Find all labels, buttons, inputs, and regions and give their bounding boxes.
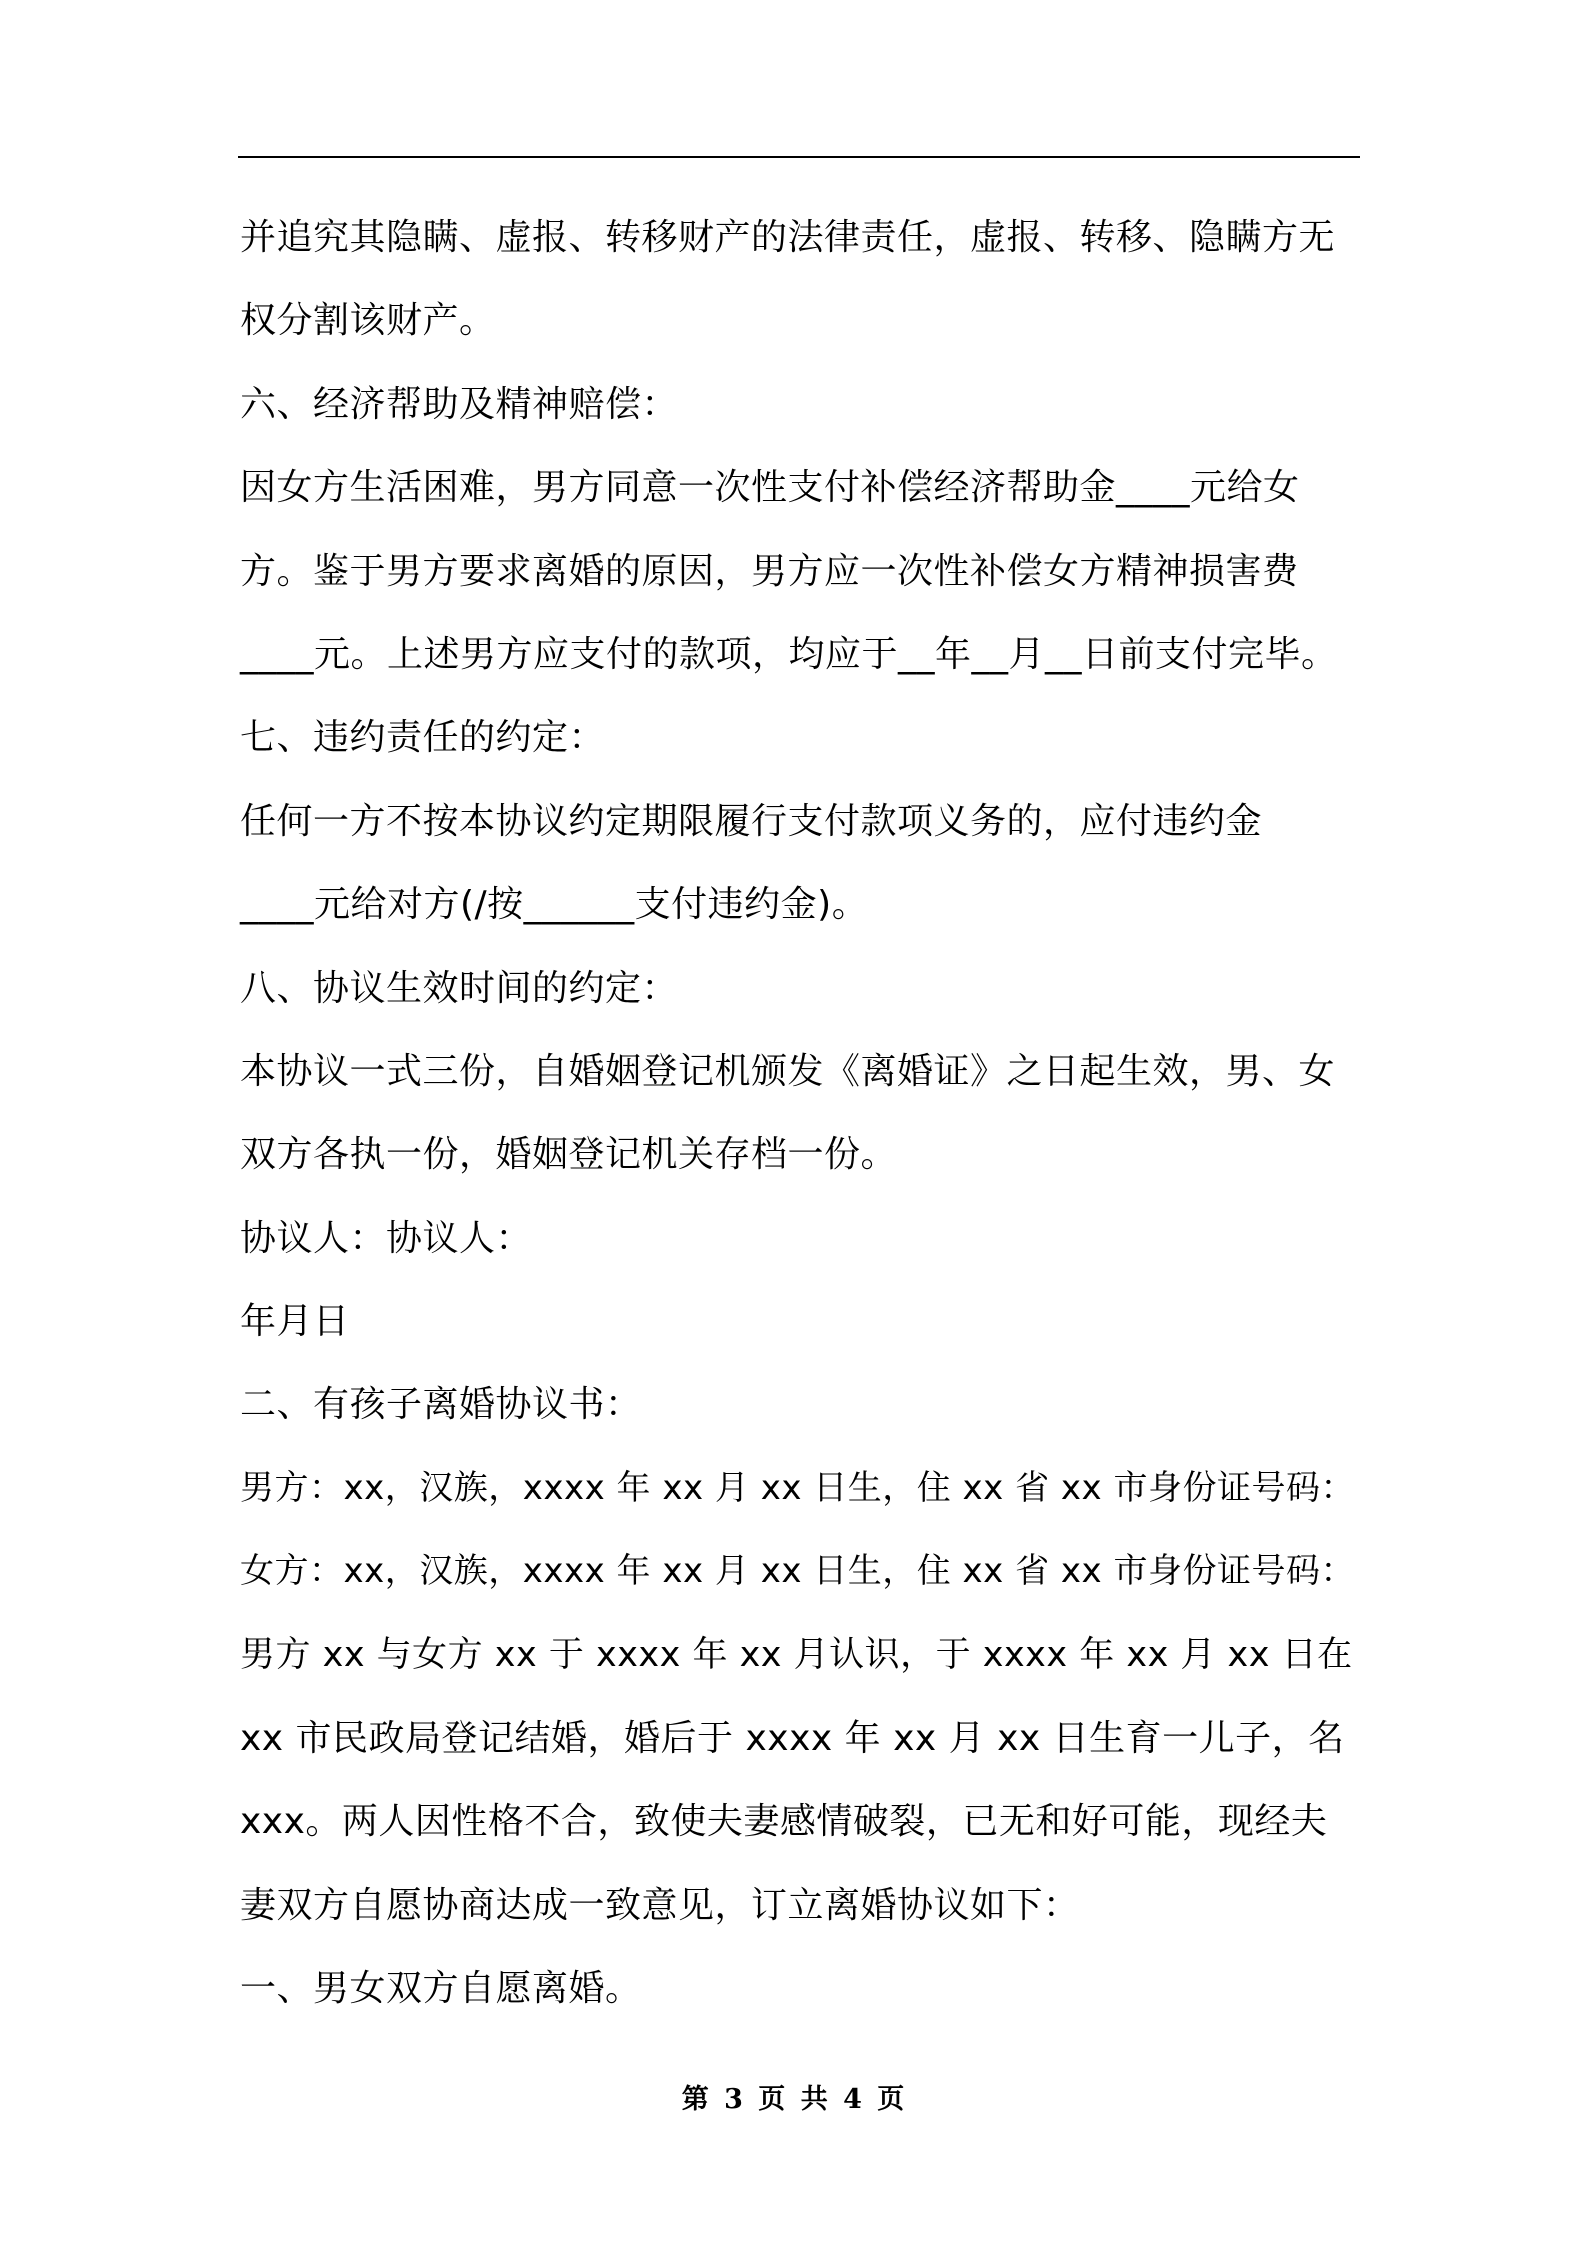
- text-line: 男方：xx，汉族，xxxx 年 xx 月 xx 日生，住 xx 省 xx 市身份证号码：: [240, 1467, 1355, 1508]
- section-heading: 七、违约责任的约定：: [240, 717, 606, 759]
- text-line: 权分割该财产。: [240, 300, 496, 342]
- document-body: [240, 196, 1365, 2031]
- text-line: ____元。上述男方应支付的款项，均应于__年__月__日前支付完毕。: [240, 633, 1338, 675]
- text-line: 一、男女双方自愿离婚。: [240, 1968, 642, 2010]
- text-line: 并追究其隐瞒、虚报、转移财产的法律责任，虚报、转移、隐瞒方无: [240, 217, 1336, 258]
- signature-line: 协议人：协议人：: [240, 1217, 533, 1259]
- text-line: 本协议一式三份，自婚姻登记机颁发《离婚证》之日起生效，男、女: [240, 1050, 1336, 1092]
- text-line: 妻双方自愿协商达成一致意见，订立离婚协议如下：: [240, 1884, 1080, 1926]
- text-line: 男方 xx 与女方 xx 于 xxxx 年 xx 月认识，于 xxxx 年 xx 月 xx 日在: [240, 1634, 1353, 1675]
- text-line: 任何一方不按本协议约定期限履行支付款项义务的，应付违约金: [240, 800, 1263, 842]
- date-line: 年月日: [240, 1301, 350, 1343]
- text-line: xxx。两人因性格不合，致使夫妻感情破裂，已无和好可能，现经夫: [240, 1801, 1328, 1843]
- text-line: ____元给对方(/按______支付违约金)。: [240, 884, 869, 926]
- text-line: 方。鉴于男方要求离婚的原因，男方应一次性补偿女方精神损害费: [240, 550, 1299, 592]
- text-line: xx 市民政局登记结婚，婚后于 xxxx 年 xx 月 xx 日生育一儿子，名: [240, 1718, 1345, 1760]
- text-line: 双方各执一份，婚姻登记机关存档一份。: [240, 1134, 898, 1176]
- section-heading: 八、协议生效时间的约定：: [240, 967, 679, 1009]
- section-heading: 六、经济帮助及精神赔偿：: [240, 383, 679, 425]
- text-line: 因女方生活困难，男方同意一次性支付补偿经济帮助金____元给女: [240, 467, 1300, 509]
- text-line: 女方：xx，汉族，xxxx 年 xx 月 xx 日生，住 xx 省 xx 市身份证号码：: [240, 1551, 1355, 1592]
- section-heading: 二、有孩子离婚协议书：: [240, 1384, 642, 1426]
- page-number-footer: 第 3 页 共 4 页: [681, 2084, 905, 2115]
- header-rule: [238, 156, 1360, 158]
